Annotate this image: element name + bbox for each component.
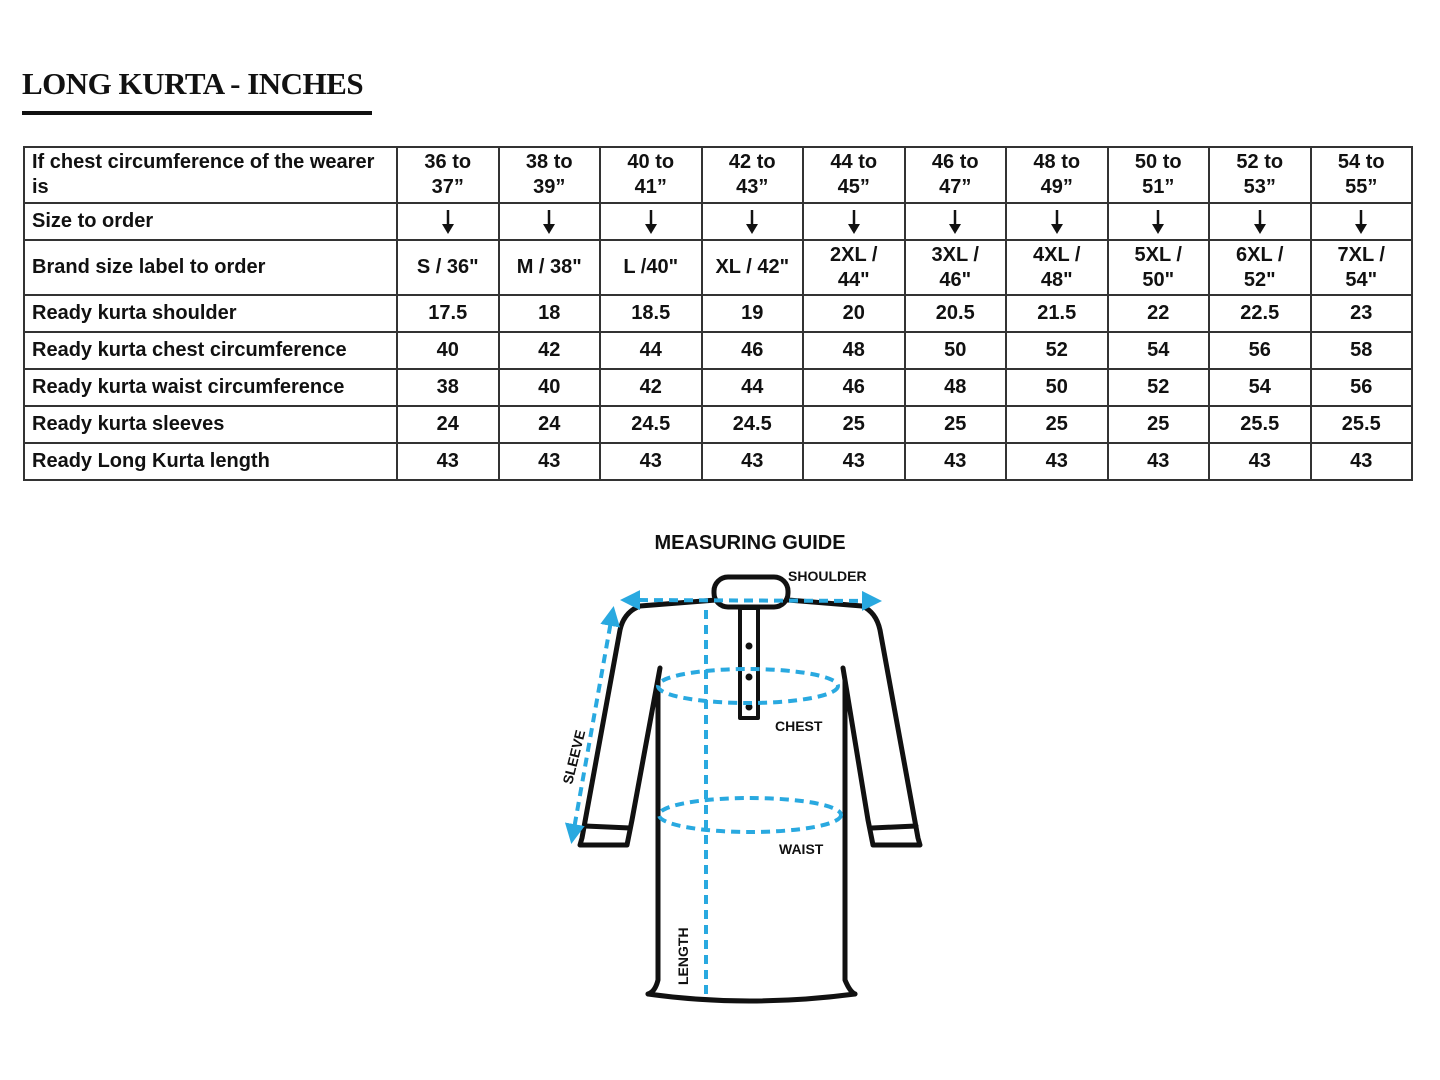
- brand-size-cell-line: XL / 42": [715, 256, 790, 278]
- kurta-right-side: [788, 600, 920, 994]
- table-cell: 43: [499, 443, 601, 480]
- table-cell: 43: [1209, 443, 1311, 480]
- shoulder-measure-line: [624, 600, 878, 601]
- table-cell: 46: [803, 369, 905, 406]
- table-cell: 38: [397, 369, 499, 406]
- kurta-hem: [648, 994, 855, 1001]
- table-cell: 25.5: [1209, 406, 1311, 443]
- chest-range-cell-line: 54 to: [1337, 151, 1385, 173]
- table-cell: 52: [1006, 332, 1108, 369]
- table-cell: 43: [803, 443, 905, 480]
- brand-size-cell-line: M / 38": [516, 256, 582, 278]
- table-cell: 17.5: [397, 295, 499, 332]
- table-cell: 54: [1209, 369, 1311, 406]
- table-cell: 22: [1108, 295, 1210, 332]
- table-cell: 46: [702, 332, 804, 369]
- brand-size-cell-line: 44": [837, 268, 870, 291]
- table-cell: 21.5: [1006, 295, 1108, 332]
- row-label-text: Ready kurta shoulder: [32, 302, 237, 324]
- kurta-left-side: [580, 600, 716, 994]
- chest-range-cell-line: 50 to: [1134, 151, 1182, 173]
- table-cell: 43: [1311, 443, 1413, 480]
- table-cell: 56: [1311, 369, 1413, 406]
- brand-size-cell-line: 48": [1040, 268, 1073, 291]
- chest-range-cell-line: 45”: [837, 176, 870, 198]
- table-cell: 24: [499, 406, 601, 443]
- table-cell: 20.5: [905, 295, 1007, 332]
- brand-size-cell-line: 3XL /: [931, 243, 979, 266]
- chest-range-cell-line: 53”: [1243, 176, 1276, 198]
- chest-range-cell-line: 44 to: [830, 151, 878, 173]
- table-cell: 18: [499, 295, 601, 332]
- table-cell: 43: [397, 443, 499, 480]
- row-label-text: Ready Long Kurta length: [32, 450, 270, 472]
- brand-size-cell-line: 7XL /: [1337, 243, 1385, 266]
- size-to-order-label-text: Size to order: [32, 210, 154, 232]
- table-cell: 50: [1006, 369, 1108, 406]
- table-cell: 25.5: [1311, 406, 1413, 443]
- chest-range-cell-line: 36 to: [424, 151, 472, 173]
- table-cell: 43: [1006, 443, 1108, 480]
- sleeve-measure-line: [572, 610, 613, 840]
- table-cell: 48: [803, 332, 905, 369]
- chest-range-cell-line: 41”: [634, 176, 667, 198]
- chest-range-cell-line: 47”: [939, 176, 972, 198]
- table-cell: 44: [600, 332, 702, 369]
- table-cell: 18.5: [600, 295, 702, 332]
- chest-range-cell-line: 55”: [1345, 176, 1378, 198]
- brand-size-cell-line: S / 36": [416, 256, 479, 278]
- brand-size-cell-line: 46": [939, 268, 972, 291]
- table-cell: 24: [397, 406, 499, 443]
- row-label-text: Ready kurta chest circumference: [32, 339, 347, 361]
- waist-measure-ellipse: [659, 798, 841, 832]
- table-cell: 22.5: [1209, 295, 1311, 332]
- table-cell: 25: [1108, 406, 1210, 443]
- brand-size-cell-line: 5XL /: [1134, 243, 1182, 266]
- brand-size-cell-line: 50": [1142, 268, 1175, 291]
- table-cell: 50: [905, 332, 1007, 369]
- row-label-text: Ready kurta waist circumference: [32, 376, 345, 398]
- table-cell: 43: [905, 443, 1007, 480]
- kurta-outline: [580, 577, 920, 1001]
- table-cell: 54: [1108, 332, 1210, 369]
- table-cell: 52: [1108, 369, 1210, 406]
- chest-range-cell-line: 40 to: [627, 151, 675, 173]
- row-label-text: Ready kurta sleeves: [32, 413, 225, 435]
- brand-size-cell-line: L /40": [623, 256, 679, 278]
- shoulder-label: SHOULDER: [788, 568, 867, 584]
- brand-size-cell-line: 52": [1243, 268, 1276, 291]
- table-cell: 24.5: [600, 406, 702, 443]
- table-cell: 43: [1108, 443, 1210, 480]
- table-cell: 42: [600, 369, 702, 406]
- chest-range-cell-line: 39”: [533, 176, 566, 198]
- brand-size-label-text: Brand size label to order: [32, 256, 266, 278]
- chest-range-cell-line: 46 to: [931, 151, 979, 173]
- brand-size-cell-line: 54": [1345, 268, 1378, 291]
- chest-range-cell-line: 43”: [736, 176, 769, 198]
- table-cell: 25: [1006, 406, 1108, 443]
- header-label-text: If chest circumference of the wearer is: [32, 151, 375, 198]
- chest-range-cell-line: 37”: [431, 176, 464, 198]
- chest-range-cell-line: 51”: [1142, 176, 1175, 198]
- length-label: LENGTH: [675, 927, 691, 985]
- page-title: LONG KURTA - INCHES: [22, 66, 364, 101]
- table-cell: 19: [702, 295, 804, 332]
- chest-range-cell-line: 38 to: [525, 151, 573, 173]
- waist-label: WAIST: [779, 841, 824, 857]
- table-cell: 25: [905, 406, 1007, 443]
- chest-range-cell-line: 42 to: [728, 151, 776, 173]
- measuring-guide-title: MEASURING GUIDE: [654, 532, 846, 554]
- chest-label: CHEST: [775, 718, 823, 734]
- brand-size-cell-line: 2XL /: [830, 243, 878, 266]
- chest-range-cell-line: 48 to: [1033, 151, 1081, 173]
- table-cell: 43: [702, 443, 804, 480]
- table-cell: 44: [702, 369, 804, 406]
- table-cell: 40: [397, 332, 499, 369]
- table-cell: 25: [803, 406, 905, 443]
- brand-size-cell-line: 4XL /: [1033, 243, 1081, 266]
- table-cell: 42: [499, 332, 601, 369]
- table-cell: 48: [905, 369, 1007, 406]
- table-cell: 24.5: [702, 406, 804, 443]
- table-cell: 43: [600, 443, 702, 480]
- chest-range-cell-line: 49”: [1040, 176, 1073, 198]
- measurement-lines: [572, 600, 878, 1000]
- table-cell: 23: [1311, 295, 1413, 332]
- table-cell: 40: [499, 369, 601, 406]
- sleeve-label: SLEEVE: [559, 728, 589, 786]
- chest-range-cell-line: 52 to: [1236, 151, 1284, 173]
- table-cell: 20: [803, 295, 905, 332]
- table-cell: 56: [1209, 332, 1311, 369]
- brand-size-cell-line: 6XL /: [1236, 243, 1284, 266]
- table-cell: 58: [1311, 332, 1413, 369]
